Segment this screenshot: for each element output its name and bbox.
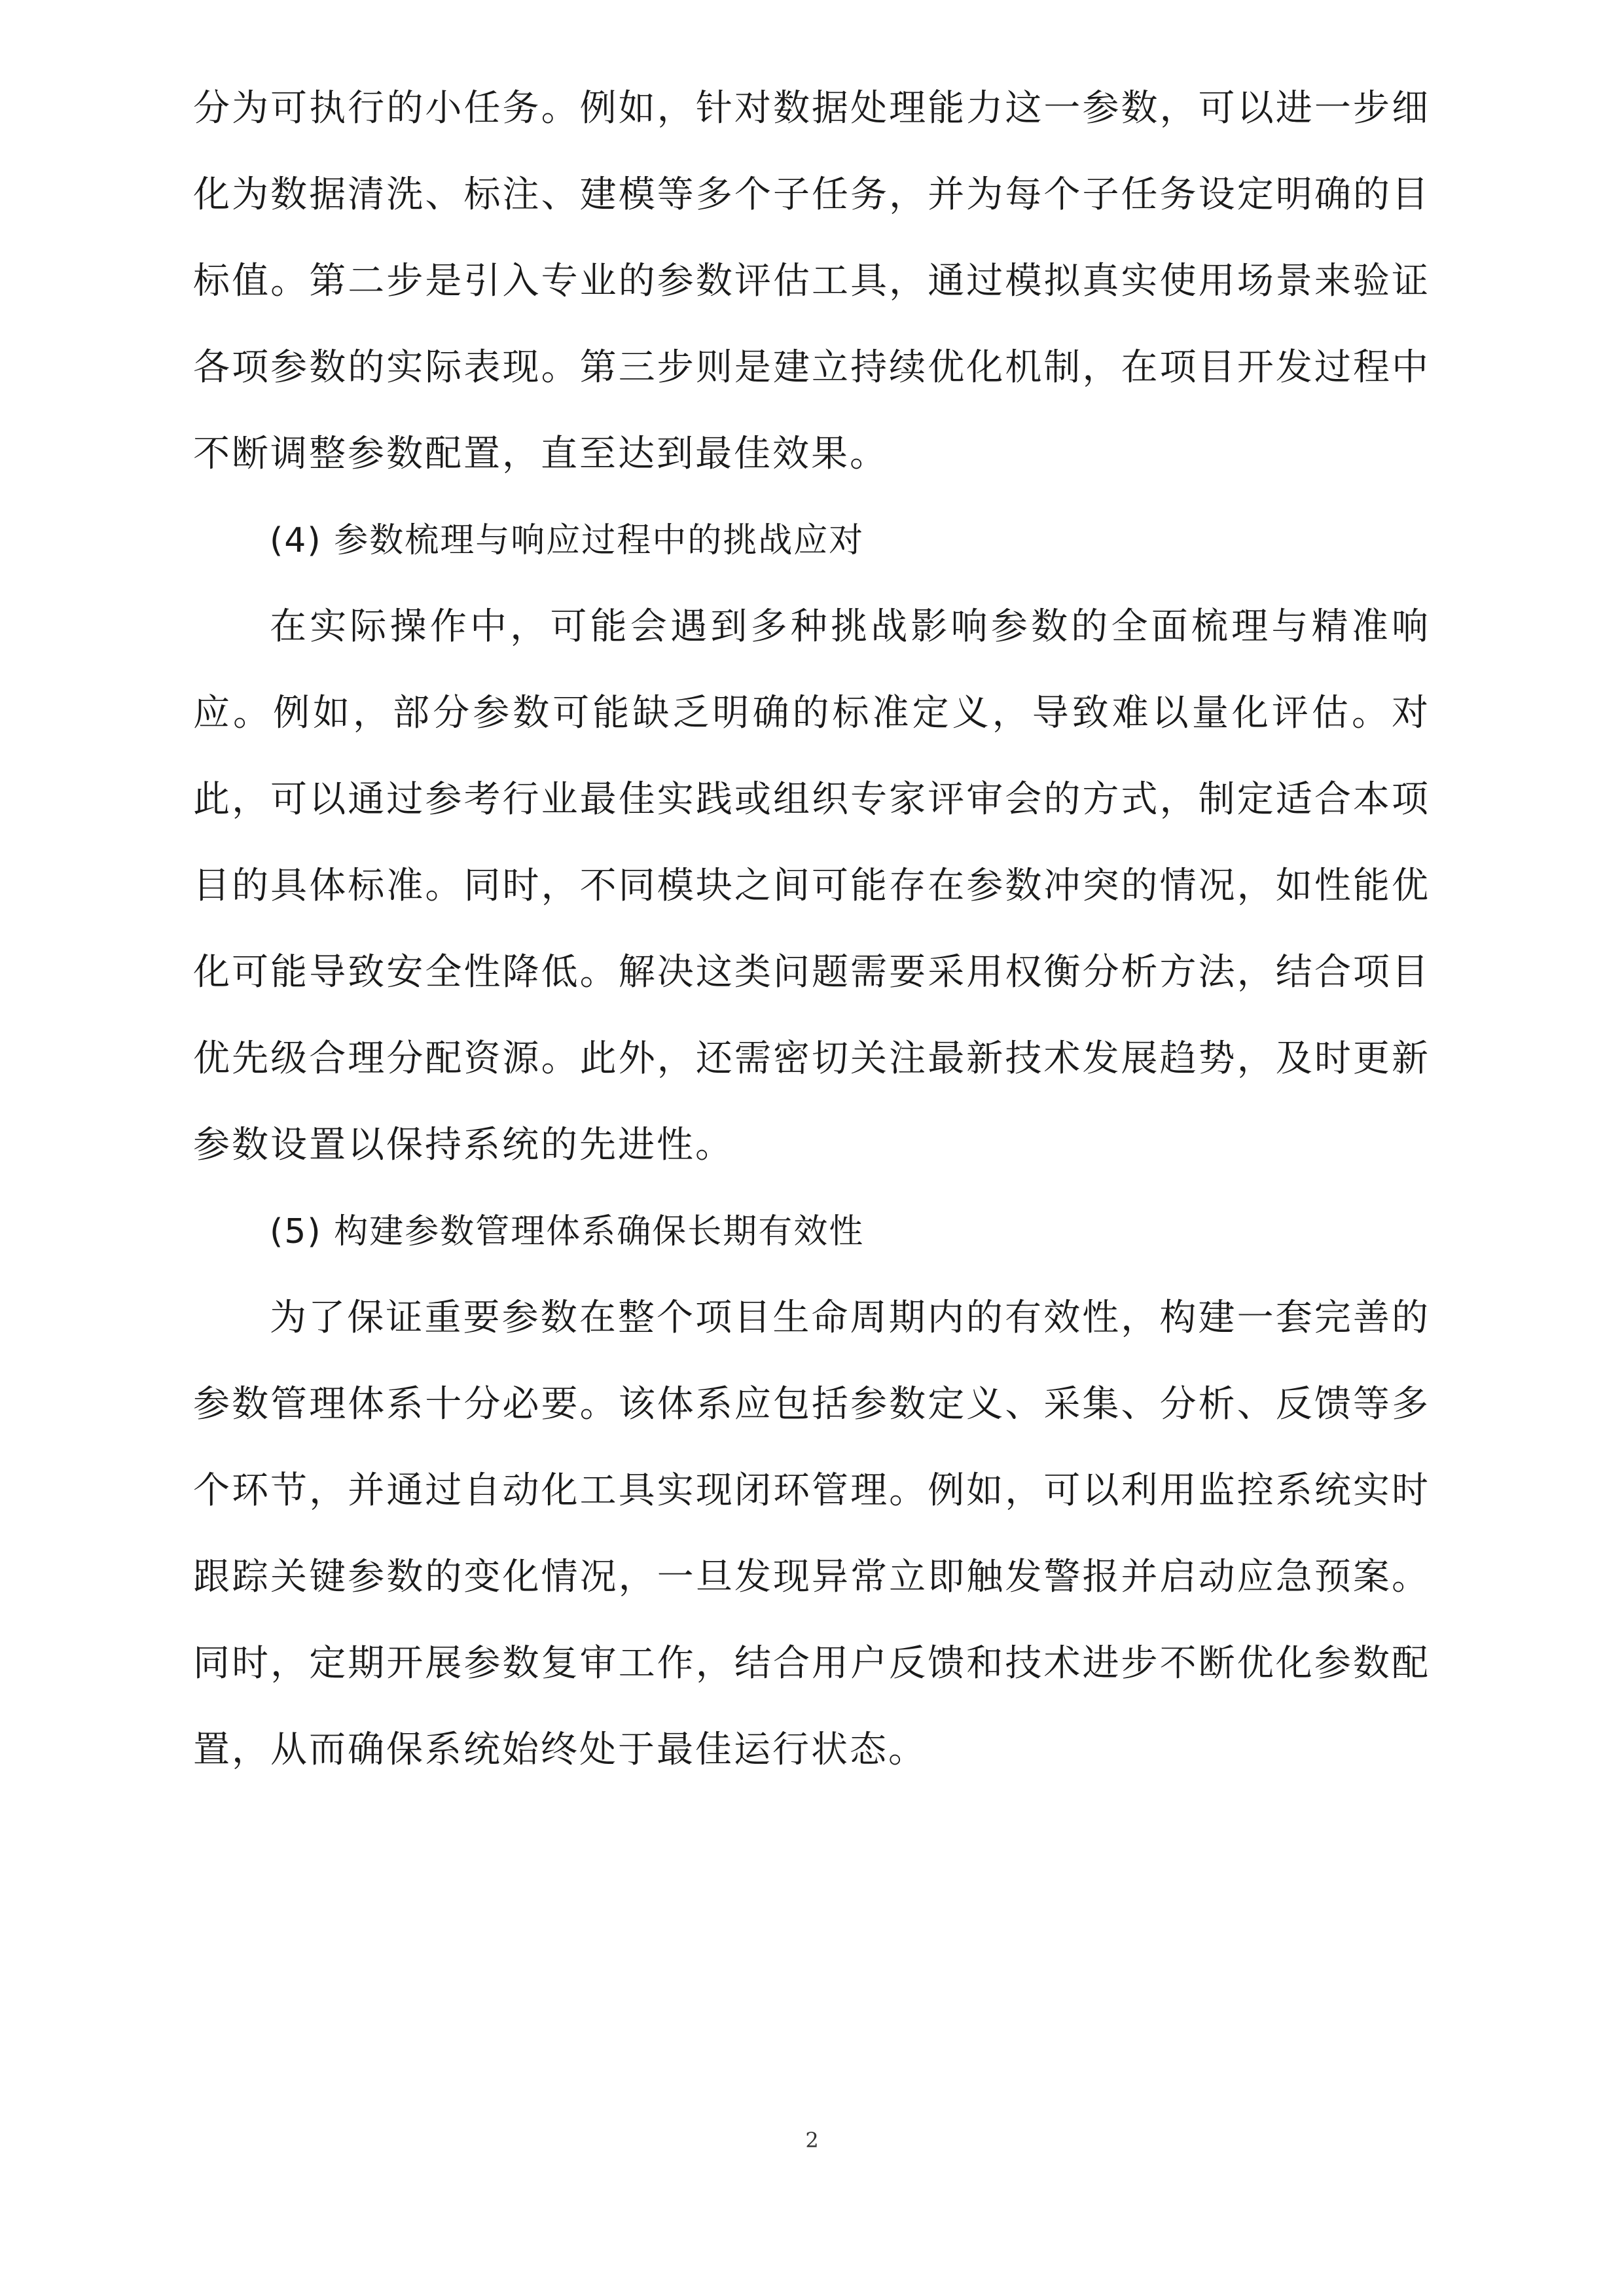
document-body — [193, 65, 1430, 1793]
section-heading-5: (5) 构建参数管理体系确保长期有效性 — [270, 1212, 865, 1251]
paragraph-continuation: 分为可执行的小任务。例如，针对数据处理能力这一参数，可以进一步细化为数据清洗、标注、建模等多个子任务，并为每个子任务设定明确的目标值。第二步是引入专业的参数评估工具，通过模拟真实使用场景来验证各项参数的实际表现。第三步则是建立持续优化机制，在项目开发过程中不断调整参数配置，直至达到最佳效果。 — [193, 87, 1430, 475]
section-heading-4: (4) 参数梳理与响应过程中的挑战应对 — [270, 521, 865, 560]
paragraph-challenges: 在实际操作中，可能会遇到多种挑战影响参数的全面梳理与精准响应。例如，部分参数可能缺乏明确的标准定义，导致难以量化评估。对此，可以通过参考行业最佳实践或组织专家评审会的方式，制定适合本项目的具体标准。同时，不同模块之间可能存在参数冲突的情况，如性能优化可能导致安全性降低。解决这类问题需要采用权衡分析方法，结合项目优先级合理分配资源。此外，还需密切关注最新技术发展趋势，及时更新参数设置以保持系统的先进性。 — [193, 605, 1430, 1166]
paragraph-management-system: 为了保证重要参数在整个项目生命周期内的有效性，构建一套完善的参数管理体系十分必要。该体系应包括参数定义、采集、分析、反馈等多个环节，并通过自动化工具实现闭环管理。例如，可以利用监控系统实时跟踪关键参数的变化情况，一旦发现异常立即触发警报并启动应急预案。同时，定期开展参数复审工作，结合用户反馈和技术进步不断优化参数配置，从而确保系统始终处于最佳运行状态。 — [193, 1297, 1430, 1771]
page-number: 2 — [805, 2128, 819, 2153]
